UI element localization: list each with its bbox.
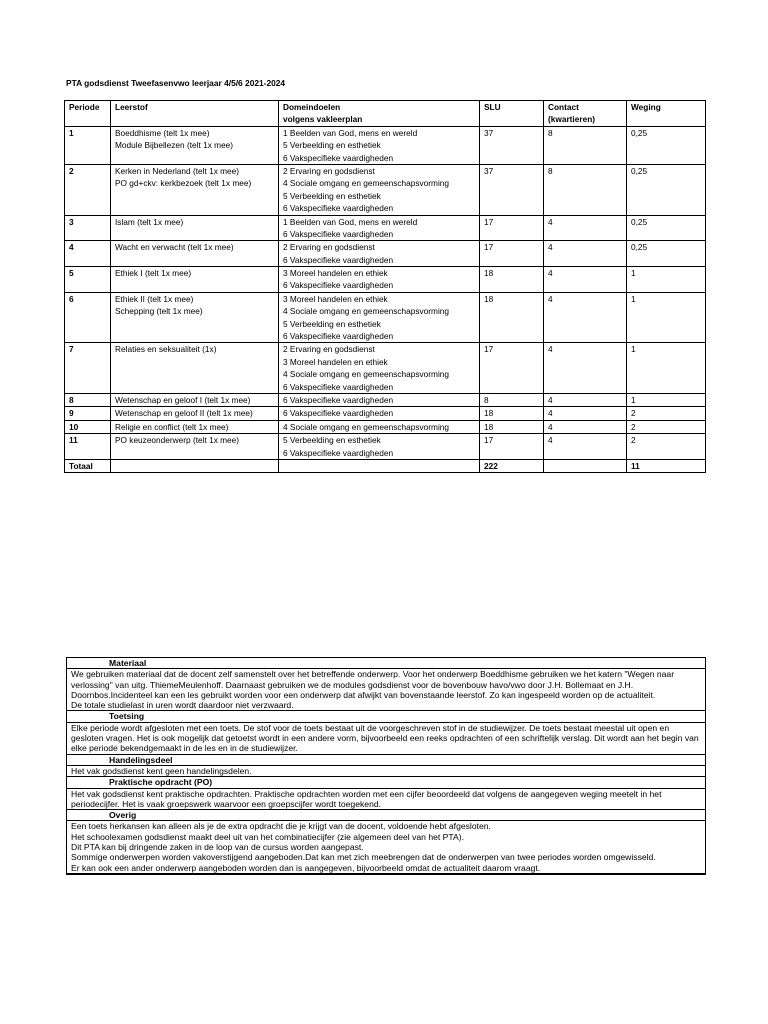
table-row: [65, 434, 706, 460]
cell-domeindoelen-line: 5 Verbeelding en esthetiek: [283, 435, 381, 446]
cell-leerstof: [111, 420, 279, 433]
cell-leerstof: [111, 126, 279, 164]
cell-periode: 5: [65, 267, 111, 293]
cell-leerstof-line: Religie en conflict (telt 1x mee): [115, 421, 229, 432]
cell-contact: 8: [544, 126, 627, 164]
cell-slu: 18: [480, 407, 544, 420]
cell-weging: 1: [627, 343, 706, 394]
cell-contact: 4: [544, 407, 627, 420]
cell-periode: 10: [65, 420, 111, 433]
cell-leerstof: [111, 393, 279, 406]
cell-slu: 18: [480, 420, 544, 433]
cell-leerstof: [111, 407, 279, 420]
cell-leerstof: [111, 164, 279, 215]
cell-leerstof-line: Wetenschap en geloof I (telt 1x mee): [115, 394, 251, 405]
cell-leerstof: [111, 241, 279, 267]
cell-leerstof-line: Schepping (telt 1x mee): [115, 306, 203, 317]
cell-leerstof-line: Module Bijbellezen (telt 1x mee): [115, 140, 234, 151]
cell-leerstof-line: Kerken in Nederland (telt 1x mee): [115, 165, 240, 176]
pta-table: [64, 100, 706, 473]
cell-domeindoelen-line: 5 Verbeelding en esthetiek: [283, 318, 381, 329]
cell-contact: 4: [544, 241, 627, 267]
cell-domeindoelen: [279, 241, 480, 267]
cell-leerstof: [111, 343, 279, 394]
cell-weging: 1: [627, 267, 706, 293]
cell-domeindoelen: [279, 343, 480, 394]
cell-domeindoelen: [279, 164, 480, 215]
header-leerstof: Leerstof: [111, 101, 279, 127]
cell-leerstof-line: Wacht en verwacht (telt 1x mee): [115, 242, 234, 253]
total-leerstof: [111, 459, 279, 472]
cell-leerstof-line: Boeddhisme (telt 1x mee): [115, 127, 210, 138]
materiaal-line: We gebruiken materiaal dat de docent zelf samenstelt over het betreffende onderwerp. Voor het onderwerp Boeddhisme gebruiken we het katern "Wegen naar verlossing" van uitg. ThiemeMeulenhoff. Daarnaast gebruiken we de modules godsdienst voor de bovenbouw havo/vwo door J.H. Bollemaat en J.H. Doornbos.Incidenteel kan een les gebruikt worden voor een onderwerp dat afwijkt van bovenstaande leerstof. Zo kan ingespeeld worden op de actualiteit.: [71, 669, 675, 700]
cell-contact: 4: [544, 343, 627, 394]
handelingsdeel-text: [67, 766, 705, 777]
cell-domeindoelen-line: 6 Vakspecifieke vaardigheden: [283, 228, 394, 239]
table-header-row: [65, 101, 706, 127]
header-weging: Weging: [627, 101, 706, 127]
cell-weging: 0,25: [627, 164, 706, 215]
cell-periode: 3: [65, 215, 111, 241]
cell-periode: 4: [65, 241, 111, 267]
info-box: [66, 657, 706, 875]
cell-leerstof-line: Ethiek I (telt 1x mee): [115, 268, 192, 279]
praktische-opdracht-line: Het vak godsdienst kent praktische opdrachten. Praktische opdrachten worden met een cijfer beoordeeld dat volgens de aangegeven weging meetelt in het periodecijfer. Het is vaak groepswerk waarvoor een groepscijfer wordt toegekend.: [71, 788, 662, 809]
table-row: [65, 126, 706, 164]
overig-line: Het schoolexamen godsdienst maakt deel uit van het combinatiecijfer (zie algemeen deel van het PTA).: [71, 831, 464, 842]
cell-domeindoelen-line: 1 Beelden van God, mens en wereld: [283, 127, 418, 138]
total-contact: [544, 459, 627, 472]
table-row: [65, 343, 706, 394]
materiaal-text: [67, 669, 705, 711]
cell-leerstof-line: PO keuzeonderwerp (telt 1x mee): [115, 435, 240, 446]
cell-slu: 18: [480, 267, 544, 293]
cell-leerstof-line: PO gd+ckv: kerkbezoek (telt 1x mee): [115, 178, 252, 189]
table-row: [65, 164, 706, 215]
cell-periode: 11: [65, 434, 111, 460]
cell-weging: 1: [627, 292, 706, 343]
total-domein: [279, 459, 480, 472]
cell-periode: 7: [65, 343, 111, 394]
cell-slu: 17: [480, 434, 544, 460]
cell-domeindoelen-line: 6 Vakspecifieke vaardigheden: [283, 408, 394, 419]
overig-line: Een toets herkansen kan alleen als je de extra opdracht die je krijgt van de docent, voldoende hebt afgesloten.: [71, 821, 491, 832]
cell-contact: 4: [544, 434, 627, 460]
cell-domeindoelen-line: 6 Vakspecifieke vaardigheden: [283, 280, 394, 291]
cell-leerstof-line: Relaties en seksualiteit (1x): [115, 344, 217, 355]
total-weging: 11: [627, 459, 706, 472]
cell-domeindoelen: [279, 407, 480, 420]
header-periode: Periode: [65, 101, 111, 127]
handelingsdeel-line: Het vak godsdienst kent geen handelingsdelen.: [71, 765, 252, 776]
cell-domeindoelen-line: 6 Vakspecifieke vaardigheden: [283, 381, 394, 392]
total-row: [65, 459, 706, 472]
cell-domeindoelen: [279, 215, 480, 241]
toetsing-heading: Toetsing: [67, 711, 705, 722]
cell-domeindoelen-line: 6 Vakspecifieke vaardigheden: [283, 331, 394, 342]
cell-weging: 1: [627, 393, 706, 406]
cell-weging: 2: [627, 434, 706, 460]
cell-contact: 4: [544, 215, 627, 241]
document-title: PTA godsdienst Tweefasenvwo leerjaar 4/5/6 2021-2024: [66, 78, 286, 88]
cell-domeindoelen: [279, 393, 480, 406]
toetsing-line: Elke periode wordt afgesloten met een toets. De stof voor de toets bestaat uit de voorgeschreven stof in de studiewijzer. De toets bestaat meestal uit open en gesloten vragen. Het is ook mogelijk dat getoetst wordt in een andere vorm, bijvoorbeeld een reeks opdrachten of een schriftelijk verslag. Dit wordt aan het begin van elke periode bekendgemaakt in de les en in de studiewijzer.: [71, 722, 699, 754]
cell-domeindoelen-line: 3 Moreel handelen en ethiek: [283, 356, 388, 367]
table-row: [65, 241, 706, 267]
cell-contact: 4: [544, 393, 627, 406]
table-row: [65, 267, 706, 293]
cell-slu: 37: [480, 164, 544, 215]
cell-slu: 17: [480, 241, 544, 267]
cell-domeindoelen: [279, 420, 480, 433]
overig-line: Dit PTA kan bij dringende zaken in de loop van de cursus worden aangepast.: [71, 842, 364, 853]
cell-domeindoelen-line: 4 Sociale omgang en gemeenschapsvorming: [283, 369, 450, 380]
cell-slu: 8: [480, 393, 544, 406]
cell-domeindoelen-line: 2 Ervaring en godsdienst: [283, 242, 375, 253]
cell-domeindoelen-line: 1 Beelden van God, mens en wereld: [283, 216, 418, 227]
cell-domeindoelen-line: 4 Sociale omgang en gemeenschapsvorming: [283, 421, 450, 432]
cell-domeindoelen: [279, 292, 480, 343]
cell-leerstof: [111, 267, 279, 293]
cell-domeindoelen: [279, 267, 480, 293]
cell-leerstof-line: Ethiek II (telt 1x mee): [115, 293, 194, 304]
overig-text: [67, 821, 705, 872]
header-slu: SLU: [480, 101, 544, 127]
cell-domeindoelen-line: 6 Vakspecifieke vaardigheden: [283, 394, 394, 405]
cell-domeindoelen-line: 2 Ervaring en godsdienst: [283, 344, 375, 355]
total-slu: 222: [480, 459, 544, 472]
header-domeindoelen: Domeindoelen volgens vakleerplan: [279, 101, 480, 127]
table-body: [65, 126, 706, 459]
cell-contact: 8: [544, 164, 627, 215]
cell-slu: 37: [480, 126, 544, 164]
cell-domeindoelen-line: 6 Vakspecifieke vaardigheden: [283, 203, 394, 214]
cell-domeindoelen-line: 4 Sociale omgang en gemeenschapsvorming: [283, 306, 450, 317]
header-contact: Contact (kwartieren): [544, 101, 627, 127]
handelingsdeel-heading: Handelingsdeel: [67, 755, 705, 766]
cell-domeindoelen-line: 3 Moreel handelen en ethiek: [283, 268, 388, 279]
cell-domeindoelen-line: 2 Ervaring en godsdienst: [283, 165, 375, 176]
cell-domeindoelen-line: 6 Vakspecifieke vaardigheden: [283, 152, 394, 163]
overig-line: Er kan ook een ander onderwerp aangeboden worden dan is aangegeven, bijvoorbeeld omdat de actualiteit daarom vraagt.: [71, 862, 541, 873]
table-row: [65, 420, 706, 433]
cell-weging: 2: [627, 407, 706, 420]
cell-periode: 8: [65, 393, 111, 406]
table-row: [65, 393, 706, 406]
overig-line: Sommige onderwerpen worden vakoverstijgend aangeboden.Dat kan met zich meebrengen dat de onderwerpen van twee periodes worden omgewisseld.: [71, 852, 656, 863]
cell-domeindoelen: [279, 434, 480, 460]
cell-periode: 6: [65, 292, 111, 343]
cell-weging: 0,25: [627, 215, 706, 241]
cell-leerstof-line: Wetenschap en geloof II (telt 1x mee): [115, 408, 253, 419]
cell-periode: 2: [65, 164, 111, 215]
cell-domeindoelen-line: 5 Verbeelding en esthetiek: [283, 140, 381, 151]
cell-leerstof-line: Islam (telt 1x mee): [115, 216, 184, 227]
cell-domeindoelen: [279, 126, 480, 164]
materiaal-line: De totale studielast in uren wordt daardoor niet verzwaard.: [71, 700, 294, 711]
cell-slu: 17: [480, 343, 544, 394]
table-row: [65, 215, 706, 241]
table-row: [65, 407, 706, 420]
total-label: Totaal: [65, 459, 111, 472]
cell-slu: 18: [480, 292, 544, 343]
cell-periode: 9: [65, 407, 111, 420]
table-row: [65, 292, 706, 343]
cell-weging: 0,25: [627, 241, 706, 267]
cell-periode: 1: [65, 126, 111, 164]
materiaal-heading: Materiaal: [67, 658, 705, 669]
cell-contact: 4: [544, 420, 627, 433]
cell-weging: 0,25: [627, 126, 706, 164]
cell-slu: 17: [480, 215, 544, 241]
cell-leerstof: [111, 434, 279, 460]
toetsing-text: [67, 723, 705, 755]
cell-domeindoelen-line: 3 Moreel handelen en ethiek: [283, 293, 388, 304]
cell-leerstof: [111, 215, 279, 241]
cell-leerstof: [111, 292, 279, 343]
cell-domeindoelen-line: 4 Sociale omgang en gemeenschapsvorming: [283, 178, 450, 189]
overig-heading: Overig: [67, 810, 705, 821]
praktische-opdracht-heading: Praktische opdracht (PO): [67, 777, 705, 788]
cell-domeindoelen-line: 6 Vakspecifieke vaardigheden: [283, 254, 394, 265]
praktische-opdracht-text: [67, 789, 705, 811]
cell-contact: 4: [544, 267, 627, 293]
cell-weging: 2: [627, 420, 706, 433]
cell-domeindoelen-line: 6 Vakspecifieke vaardigheden: [283, 447, 394, 458]
cell-domeindoelen-line: 5 Verbeelding en esthetiek: [283, 190, 381, 201]
cell-contact: 4: [544, 292, 627, 343]
